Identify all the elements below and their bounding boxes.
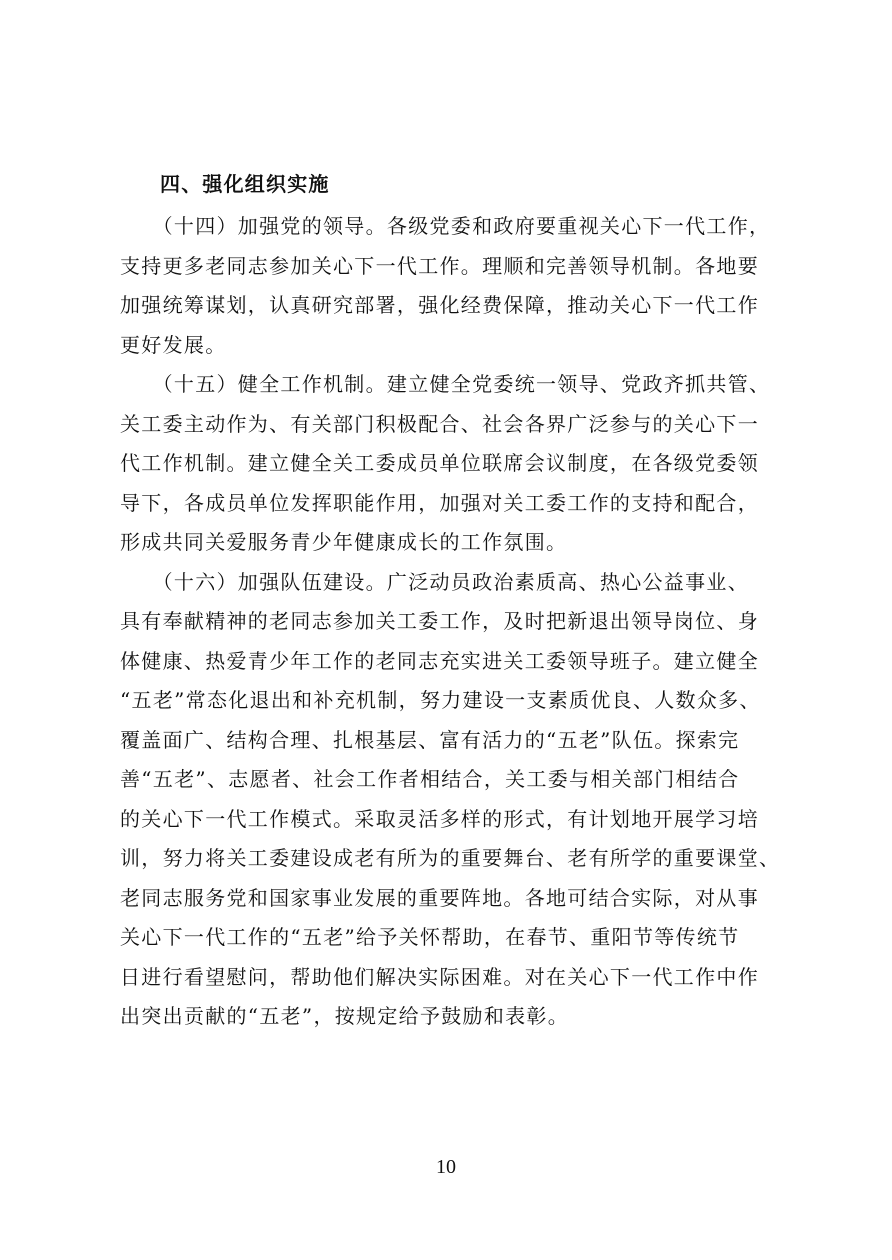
page-number: 10 xyxy=(436,1156,456,1178)
text-line: 关心下一代工作的“五老”给予关怀帮助，在春节、重阳节等传统节 xyxy=(120,925,740,949)
section-heading: 四、强化组织实施 xyxy=(160,172,330,196)
text-line: 老同志服务党和国家事业发展的重要阵地。各地可结合实际，对从事 xyxy=(120,886,759,910)
text-line: 形成共同关爱服务青少年健康成长的工作氛围。 xyxy=(120,530,568,554)
text-line: （十四）加强党的领导。各级党委和政府要重视关心下一代工作， xyxy=(120,214,771,238)
text-line: 的关心下一代工作模式。采取灵活多样的形式，有计划地开展学习培 xyxy=(120,807,759,831)
text-line: 训，努力将关工委建设成老有所为的重要舞台、老有所学的重要课堂、 xyxy=(120,846,781,870)
text-line: 关工委主动作为、有关部门积极配合、社会各界广泛参与的关心下一 xyxy=(120,412,759,436)
text-line: 导下，各成员单位发挥职能作用，加强对关工委工作的支持和配合， xyxy=(120,491,759,515)
text-line: 加强统筹谋划，认真研究部署，强化经费保障，推动关心下一代工作 xyxy=(120,293,759,317)
text-line: “五老”常态化退出和补充机制，努力建设一支素质优良、人数众多、 xyxy=(120,688,761,712)
text-line: （十六）加强队伍建设。广泛动员政治素质高、热心公益事业、 xyxy=(120,570,749,594)
text-line: 日进行看望慰问，帮助他们解决实际困难。对在关心下一代工作中作 xyxy=(120,965,759,989)
text-line: 出突出贡献的“五老”，按规定给予鼓励和表彰。 xyxy=(120,1004,570,1028)
text-line: 支持更多老同志参加关心下一代工作。理顺和完善领导机制。各地要 xyxy=(120,254,759,278)
text-line: （十五）健全工作机制。建立健全党委统一领导、党政齐抓共管、 xyxy=(120,372,771,396)
text-line: 更好发展。 xyxy=(120,333,227,357)
text-line: 覆盖面广、结构合理、扎根基层、富有活力的“五老”队伍。探索完 xyxy=(120,728,740,752)
text-line: 善“五老”、志愿者、社会工作者相结合，关工委与相关部门相结合 xyxy=(120,767,740,791)
text-line: 体健康、热爱青少年工作的老同志充实进关工委领导班子。建立健全 xyxy=(120,649,759,673)
text-line: 代工作机制。建立健全关工委成员单位联席会议制度，在各级党委领 xyxy=(120,451,759,475)
text-line: 具有奉献精神的老同志参加关工委工作，及时把新退出领导岗位、身 xyxy=(120,609,759,633)
